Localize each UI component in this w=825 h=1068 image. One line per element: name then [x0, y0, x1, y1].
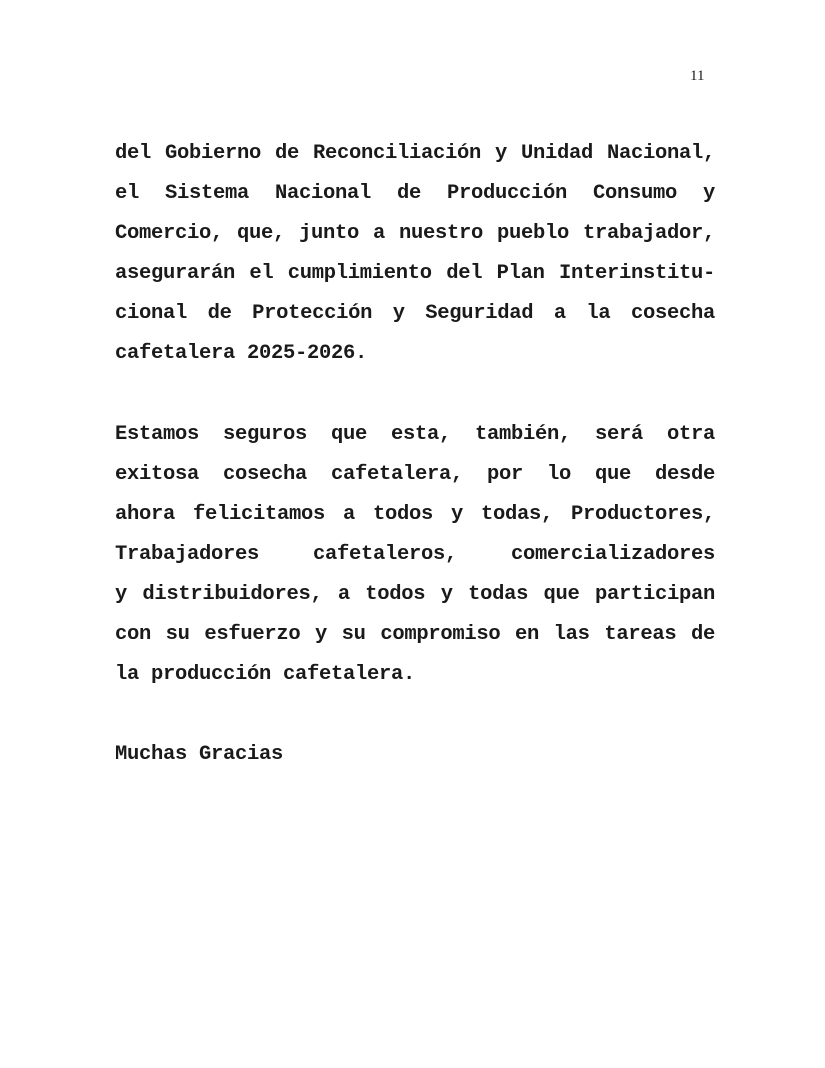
paragraph-line: la producción cafetalera. [115, 663, 416, 686]
paragraph-line: Trabajadores cafetaleros, comercializadores [115, 543, 715, 566]
page-number: 11 [690, 68, 705, 84]
paragraph-line: ahora felicitamos a todos y todas, Productores, [115, 503, 715, 526]
paragraph-line: el Sistema Nacional de Producción Consumo y [115, 182, 715, 205]
paragraph-line: Comercio, que, junto a nuestro pueblo trabajador, [115, 222, 715, 245]
paragraph-line: cafetalera 2025-2026. [115, 342, 368, 365]
paragraph-line: Estamos seguros que esta, también, será otra [115, 423, 715, 446]
paragraph-1 [115, 134, 715, 374]
paragraph-line: y distribuidores, a todos y todas que participan [115, 583, 715, 606]
closing-text [115, 735, 715, 775]
paragraph-line: cional de Protección y Seguridad a la cosecha [115, 302, 715, 325]
paragraph-line: exitosa cosecha cafetalera, por lo que desde [115, 463, 715, 486]
closing-line: Muchas Gracias [115, 743, 284, 766]
paragraph-line: con su esfuerzo y su compromiso en las tareas de [115, 623, 715, 646]
paragraph-line: del Gobierno de Reconciliación y Unidad Nacional, [115, 142, 715, 165]
paragraph-line: asegurarán el cumplimiento del Plan Interinstitu- [115, 262, 715, 285]
paragraph-2 [115, 415, 715, 695]
